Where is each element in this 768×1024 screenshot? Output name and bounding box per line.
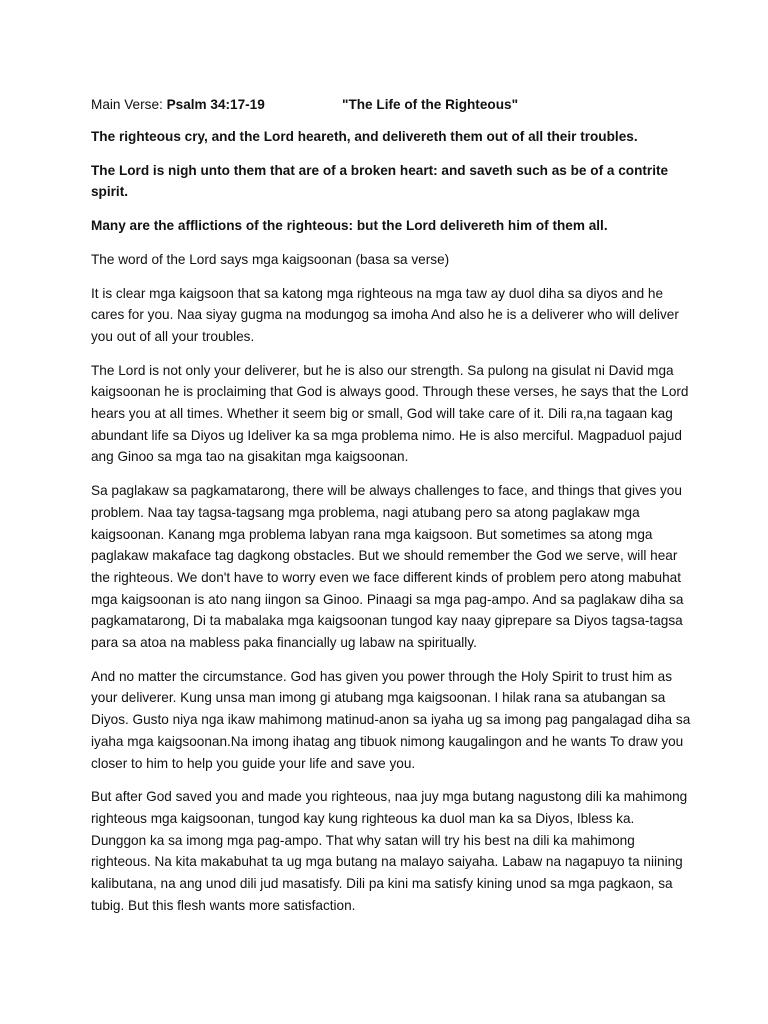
document-page [91, 94, 691, 929]
verse-18: The Lord is nigh unto them that are of a broken heart: and saveth such as be of a contrite spirit. [91, 162, 669, 200]
paragraph-strength: The Lord is not only your deliverer, but he is also our strength. Sa pulong na gisulat ni David mga kaigsoonan he is proclaiming that God is always good. Through these verses, he says that the Lord hears you at all times. Whether it seem big or small, God will take care of it. Dili ra,na tagaan kag abundant life sa Diyos ug Ideliver ka sa mga problema nimo. He is also merciful. Magpaduol pajud ang Ginoo sa mga tao na gisakitan mga kaigsoonan. [91, 362, 689, 465]
paragraph-intro: The word of the Lord says mga kaigsoonan (basa sa verse) [91, 251, 450, 267]
paragraph-deliverer: It is clear mga kaigsoon that sa katong mga righteous na mga taw ay duol diha sa diyos and he cares for you. Naa siyay gugma na modungog sa imoha And also he is a deliverer who will deliver you out of all your troubles. [91, 285, 679, 344]
verse-reference: Psalm 34:17-19 [166, 97, 265, 112]
verse-19: Many are the afflictions of the righteous: but the Lord delivereth him of them all. [91, 218, 608, 234]
main-verse-label: Main Verse: [91, 97, 167, 112]
verse-17: The righteous cry, and the Lord heareth, and delivereth them out of all their troubles. [91, 129, 638, 144]
paragraph-holy-spirit: And no matter the circumstance. God has given you power through the Holy Spirit to trust him as your deliverer. Kung unsa man imong gi atubang mga kaigsoonan. I hilak rana sa atubangan sa Diyos. Gusto niya nga ikaw mahimong matinud-anon sa iyaha ug sa imong pag pangalagad diha sa iyaha mga kaigsoonan.Na imong ihatag ang tibuok nimong kaugalingon and he wants To draw you closer to him to help you guide your life and save you. [91, 668, 691, 771]
main-verse-header [91, 94, 691, 116]
paragraph-satan: But after God saved you and made you righteous, naa juy mga butang nagustong dili ka mahimong righteous mga kaigsoonan, tungod kay kung righteous ka duol man ka sa Diyos, Ibless ka. Dunggon ka sa imong mga pag-ampo. That why satan will try his best na dili ka mahimong righteous. Na kita makabuhat ta ug mga butang na malayo saiyaha. Labaw na nagapuyo ta niining kalibutana, na ang unod dili jud masatisfy. Dili pa kini ma satisfy kining unod sa mga pagkaon, sa tubig. But this flesh wants more satisfaction. [91, 789, 688, 913]
paragraph-challenges: Sa paglakaw sa pagkamatarong, there will be always challenges to face, and things that gives you problem. Naa tay tagsa-tagsang mga problema, nagi atubang pero sa atong paglakaw mga kaigsoonan. Kanang mga problema labyan rana mga kaigsoon. But sometimes sa atong mga paglakaw makaface tag dagkong obstacles. But we should remember the God we serve, will hear the righteous. We don't have to worry even we face different kinds of problem pero atong mabuhat mga kaigsoonan is ato nang iingon sa Ginoo. Pinaagi sa mga pag-ampo. And sa paglakaw diha sa pagkamatarong, Di ta mabalaka mga kaigsoonan tungod kay naay giprepare sa Diyos tagsa-tagsa para sa atoa na mabless paka financially ug labaw na spiritually. [91, 483, 684, 651]
sermon-title: "The Life of the Righteous" [342, 97, 519, 112]
